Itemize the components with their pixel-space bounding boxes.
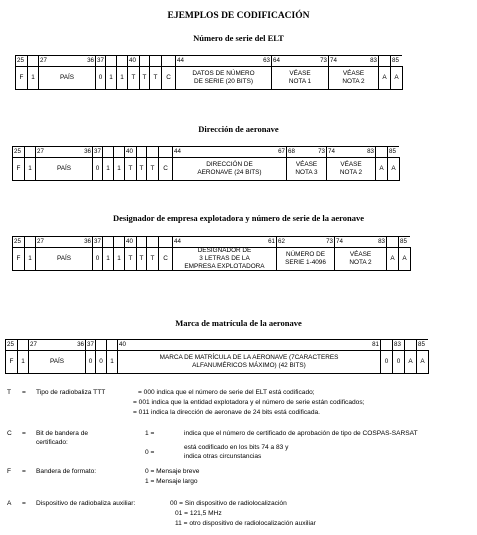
field-value: F: [16, 255, 21, 262]
bit-number-start: 85: [400, 238, 407, 245]
field-value: DATOS DE NÚMERO DE SERIE (20 BITS): [192, 70, 255, 85]
bit-number-row: [5, 339, 428, 350]
field-value: DESIGNADOR DE 3 LETRAS DE LA EMPRESA EXPLOTADORA: [184, 247, 265, 270]
field-value: 0: [98, 74, 103, 81]
bit-number-end: 73: [318, 148, 325, 155]
field-value: 0: [99, 358, 103, 365]
bit-number-cell: [28, 339, 85, 350]
bit-number-cell: [158, 236, 172, 247]
section-heading-aircraft-address: Dirección de aeronave: [198, 124, 279, 134]
field-value: A: [408, 358, 413, 365]
field-value: 1: [120, 74, 124, 81]
bit-number-cell: [146, 146, 158, 157]
section-heading-elt-serial: Número de serie del ELT: [193, 33, 284, 43]
legend-a-line-2: 11 = otro dispositivo de radiolocalización auxiliar: [175, 520, 316, 527]
bit-number-cell: [378, 55, 390, 66]
coding-table-aircraft-address: [12, 146, 400, 182]
field-value: T: [150, 255, 155, 262]
bit-number-start: 37: [87, 341, 94, 348]
bit-number-cell: [12, 146, 24, 157]
legend-f-line-1: 1 = Mensaje largo: [145, 478, 198, 485]
field-value: T: [153, 74, 158, 81]
section-heading-operator-designator: Designador de empresa explotadora y número de serie de la aeronave: [112, 213, 365, 223]
bit-number-start: 40: [126, 148, 133, 155]
field-value: T: [128, 255, 133, 262]
bit-number-cell: [24, 146, 35, 157]
bit-number-cell: [375, 146, 387, 157]
bit-number-cell: [271, 55, 328, 66]
field-value: 1: [28, 165, 32, 172]
legend-a-line-0: 00 = Sin dispositivo de radiolocalización: [170, 500, 287, 507]
field-value: T: [131, 74, 136, 81]
bit-number-end: 63: [263, 57, 270, 64]
field-value: F: [9, 358, 14, 365]
field-value: 1: [117, 165, 121, 172]
bit-number-cell: [5, 339, 17, 350]
bit-number-cell: [102, 146, 113, 157]
bit-number-cell: [27, 55, 38, 66]
bit-number-start: 68: [288, 148, 295, 155]
coding-table-elt-serial: [15, 55, 403, 91]
field-cell: [158, 247, 173, 271]
field-value: T: [128, 165, 133, 172]
bit-number-cell: [113, 236, 124, 247]
legend-c-text1: indica que el número de certificado de aprobación de tipo de COSPAS-SARSAT: [184, 430, 418, 437]
field-cell: [28, 350, 86, 374]
field-cell: [398, 247, 411, 271]
field-value: F: [16, 165, 21, 172]
bit-number-start: 27: [37, 148, 44, 155]
field-cell: [172, 247, 277, 271]
field-value: 1: [109, 74, 113, 81]
legend-f-key: F: [7, 468, 12, 475]
field-value: 1: [106, 255, 110, 262]
bit-number-start: 44: [177, 57, 184, 64]
bit-number-cell: [380, 339, 392, 350]
bit-number-end: 83: [370, 57, 377, 64]
legend-a-line-1: 01 = 121,5 MHz: [175, 510, 222, 517]
bit-number-cell: [15, 55, 27, 66]
bit-number-row: [12, 236, 410, 247]
field-value: A: [394, 74, 399, 81]
bit-number-cell: [276, 236, 334, 247]
bit-number-start: 40: [129, 57, 136, 64]
bit-number-start: 74: [328, 148, 335, 155]
bit-number-cell: [136, 146, 146, 157]
bit-number-cell: [161, 55, 175, 66]
bit-number-cell: [387, 146, 399, 157]
field-cell: [38, 66, 96, 90]
field-value: VÉASE NOTA 2: [349, 251, 372, 266]
bit-number-cell: [38, 55, 95, 66]
bit-number-cell: [116, 55, 127, 66]
legend-c-key: C: [7, 430, 12, 437]
legend-c-val1: 1 =: [145, 430, 155, 437]
page-title: EJEMPLOS DE CODIFICACIÓN: [167, 11, 310, 21]
field-value: 0: [384, 358, 389, 365]
field-cell: [276, 247, 335, 271]
bit-number-end: 36: [87, 57, 94, 64]
bit-number-start: 40: [126, 238, 133, 245]
bit-number-start: 74: [330, 57, 337, 64]
bit-number-cell: [124, 236, 136, 247]
bit-number-cell: [326, 146, 375, 157]
field-value: PAÍS: [56, 255, 72, 262]
field-value: VÉASE NOTA 2: [342, 70, 365, 85]
field-value: T: [139, 165, 144, 172]
field-value: 1: [106, 165, 110, 172]
legend-f-eq: =: [22, 468, 26, 475]
legend-t-line-1: = 001 indica que la entidad explotadora y el número de serie están codificados;: [133, 399, 365, 406]
bit-number-end: 83: [367, 148, 374, 155]
bit-number-cell: [172, 236, 276, 247]
bit-number-start: 40: [119, 341, 126, 348]
bit-number-cell: [286, 146, 326, 157]
bit-number-cell: [175, 55, 271, 66]
bit-number-cell: [398, 236, 410, 247]
bit-number-cell: [95, 55, 105, 66]
field-value: 1: [117, 255, 121, 262]
bit-number-cell: [85, 339, 95, 350]
coding-table-operator-designator: [12, 236, 411, 272]
legend-f-line-0: 0 = Mensaje breve: [145, 468, 200, 475]
field-value: T: [142, 74, 147, 81]
legend-t-label: Tipo de radiobaliza TTT: [36, 389, 106, 396]
legend-t-line-2: = 011 indica la dirección de aeronave de 24 bits está codificada.: [133, 409, 321, 416]
field-value: 0: [396, 358, 401, 365]
bit-number-cell: [117, 339, 380, 350]
field-value: DIRECCIÓN DE AERONAVE (24 BITS): [197, 161, 262, 176]
bit-number-start: 44: [174, 238, 181, 245]
field-value: 1: [21, 358, 25, 365]
bit-number-start: 85: [389, 148, 396, 155]
field-value: C: [166, 74, 171, 81]
bit-number-cell: [106, 339, 117, 350]
legend-a-key: A: [7, 500, 12, 507]
bit-number-cell: [149, 55, 161, 66]
bit-number-end: 36: [84, 238, 91, 245]
bit-number-start: 74: [336, 238, 343, 245]
field-value: A: [402, 255, 407, 262]
bit-number-end: 36: [84, 148, 91, 155]
field-value: VÉASE NOTA 3: [295, 161, 318, 176]
field-cell: [175, 66, 272, 90]
bit-number-end: 67: [278, 148, 285, 155]
bit-number-row: [12, 146, 399, 157]
field-value: MARCA DE MATRÍCULA DE LA AERONAVE (7CARACTERES ALFANUMÉRICOS MÁXIMO) (42 BITS): [159, 354, 339, 369]
bit-number-cell: [35, 236, 92, 247]
bit-number-start: 25: [14, 148, 21, 155]
legend-a-label: Dispositivo de radiobaliza auxiliar:: [36, 500, 136, 507]
bit-number-start: 25: [14, 238, 21, 245]
field-value: NÚMERO DE SERIE 1-4096: [285, 251, 326, 266]
field-value: VÉASE NOTA 1: [288, 70, 312, 85]
bit-number-start: 25: [17, 57, 24, 64]
field-row: [15, 66, 403, 90]
bit-number-end: 81: [372, 341, 379, 348]
bit-number-cell: [136, 236, 146, 247]
legend-a-eq: =: [22, 500, 26, 507]
field-value: A: [420, 358, 425, 365]
bit-number-cell: [392, 339, 404, 350]
bit-number-cell: [12, 236, 24, 247]
field-value: A: [379, 165, 384, 172]
field-value: A: [382, 74, 387, 81]
field-value: 1: [28, 255, 32, 262]
bit-number-cell: [124, 146, 136, 157]
field-cell: [271, 66, 329, 90]
field-cell: [35, 247, 93, 271]
coding-table-registration-marking: [5, 339, 429, 375]
bit-number-cell: [416, 339, 428, 350]
bit-number-end: 73: [320, 57, 327, 64]
legend-c-text0: está codificado en los bits 74 a 83 y indica otras circunstancias: [184, 444, 289, 460]
bit-number-cell: [390, 55, 402, 66]
field-cell: [416, 350, 429, 374]
field-value: PAÍS: [56, 165, 72, 172]
bit-number-cell: [139, 55, 149, 66]
bit-number-start: 44: [174, 148, 181, 155]
bit-number-cell: [35, 146, 92, 157]
field-cell: [387, 157, 400, 181]
field-cell: [334, 247, 387, 271]
bit-number-cell: [113, 146, 124, 157]
field-value: 1: [31, 74, 35, 81]
bit-number-end: 36: [77, 341, 84, 348]
field-cell: [117, 350, 381, 374]
bit-number-cell: [95, 339, 106, 350]
bit-number-cell: [102, 236, 113, 247]
bit-number-cell: [404, 339, 416, 350]
field-value: 0: [95, 255, 100, 262]
field-value: T: [150, 165, 155, 172]
bit-number-cell: [105, 55, 116, 66]
legend-f-label: Bandera de formato:: [36, 468, 97, 475]
field-value: PAÍS: [49, 358, 65, 365]
bit-number-start: 85: [392, 57, 399, 64]
bit-number-cell: [334, 236, 386, 247]
bit-number-row: [15, 55, 402, 66]
field-value: VÉASE NOTA 2: [339, 161, 363, 176]
bit-number-start: 83: [394, 341, 401, 348]
bit-number-cell: [386, 236, 398, 247]
bit-number-cell: [328, 55, 378, 66]
field-value: A: [391, 165, 396, 172]
field-value: T: [139, 255, 144, 262]
bit-number-end: 61: [268, 238, 275, 245]
bit-number-end: 73: [326, 238, 333, 245]
field-cell: [158, 157, 173, 181]
legend-c-val0: 0 =: [145, 449, 155, 456]
bit-number-start: 27: [30, 341, 37, 348]
field-cell: [326, 157, 376, 181]
bit-number-cell: [158, 146, 172, 157]
bit-number-start: 25: [7, 341, 14, 348]
legend-c-eq: =: [22, 430, 26, 437]
bit-number-cell: [172, 146, 286, 157]
legend-c-label: Bit de bandera de certificado:: [36, 430, 89, 446]
field-row: [12, 247, 411, 271]
bit-number-cell: [127, 55, 139, 66]
field-cell: [286, 157, 327, 181]
legend-t-key: T: [7, 389, 12, 396]
field-value: C: [163, 165, 168, 172]
field-cell: [328, 66, 379, 90]
bit-number-cell: [24, 236, 35, 247]
field-value: PAÍS: [59, 74, 75, 81]
field-value: 1: [110, 358, 114, 365]
section-heading-registration-marking: Marca de matrícula de la aeronave: [175, 318, 302, 328]
field-row: [5, 350, 429, 374]
bit-number-cell: [146, 236, 158, 247]
bit-number-cell: [92, 146, 102, 157]
bit-number-start: 37: [94, 238, 101, 245]
field-cell: [172, 157, 287, 181]
bit-number-cell: [17, 339, 28, 350]
field-value: C: [163, 255, 168, 262]
field-cell: [161, 66, 176, 90]
bit-number-start: 62: [278, 238, 285, 245]
bit-number-start: 27: [37, 238, 44, 245]
bit-number-cell: [92, 236, 102, 247]
bit-number-end: 83: [378, 238, 385, 245]
field-cell: [390, 66, 403, 90]
bit-number-start: 37: [94, 148, 101, 155]
field-row: [12, 157, 400, 181]
legend-t-line-0: = 000 indica que el número de serie del ELT está codificado;: [138, 389, 315, 396]
field-value: F: [19, 74, 24, 81]
bit-number-start: 27: [40, 57, 47, 64]
field-value: 0: [88, 358, 93, 365]
field-value: 0: [95, 165, 100, 172]
bit-number-start: 37: [97, 57, 104, 64]
bit-number-start: 64: [273, 57, 280, 64]
legend-t-eq: =: [22, 389, 26, 396]
field-cell: [35, 157, 93, 181]
field-value: A: [390, 255, 395, 262]
bit-number-start: 85: [418, 341, 425, 348]
